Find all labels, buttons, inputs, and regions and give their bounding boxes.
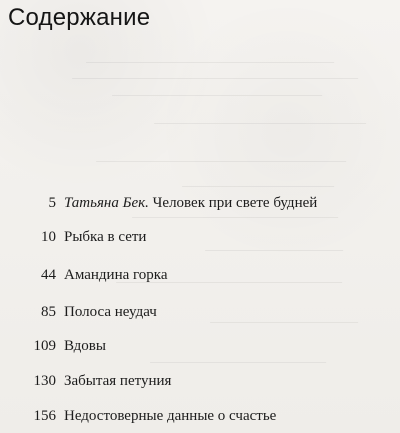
page-number: 130	[33, 373, 56, 389]
page-number: 156	[33, 408, 56, 424]
entry-title: Рыбка в сети	[64, 229, 147, 245]
bleed-through-line	[72, 78, 358, 80]
toc-entry	[0, 334, 400, 358]
bleed-through-line	[150, 362, 326, 364]
bleed-through-line	[205, 250, 343, 252]
page-number: 109	[33, 338, 56, 354]
entry-title: Полоса неудач	[64, 304, 157, 320]
page-number: 85	[41, 304, 56, 320]
entry-title-text: Человек при свете будней	[148, 195, 318, 211]
toc-entry	[0, 263, 400, 287]
bleed-through-line	[182, 186, 334, 188]
entry-title	[64, 191, 317, 215]
toc-entry	[0, 225, 400, 249]
toc-entry	[0, 369, 400, 393]
toc-entry	[0, 191, 400, 215]
entry-title: Амандина горка	[64, 267, 168, 283]
entry-title: Вдовы	[64, 338, 106, 354]
bleed-through-line	[86, 62, 334, 64]
page-title: Содержание	[8, 4, 151, 31]
bleed-through-line	[154, 123, 366, 125]
page-number: 10	[41, 229, 56, 245]
entry-title: Забытая петуния	[64, 373, 172, 389]
page-number: 5	[48, 195, 56, 211]
author-name: Татьяна Бек.	[64, 195, 149, 211]
toc-entry	[0, 404, 400, 428]
toc-entry	[0, 300, 400, 324]
page-number: 44	[41, 267, 56, 283]
bleed-through-line	[96, 161, 346, 163]
bleed-through-line	[132, 217, 338, 219]
bleed-through-line	[112, 95, 322, 97]
entry-title: Недостоверные данные о счастье	[64, 408, 277, 424]
